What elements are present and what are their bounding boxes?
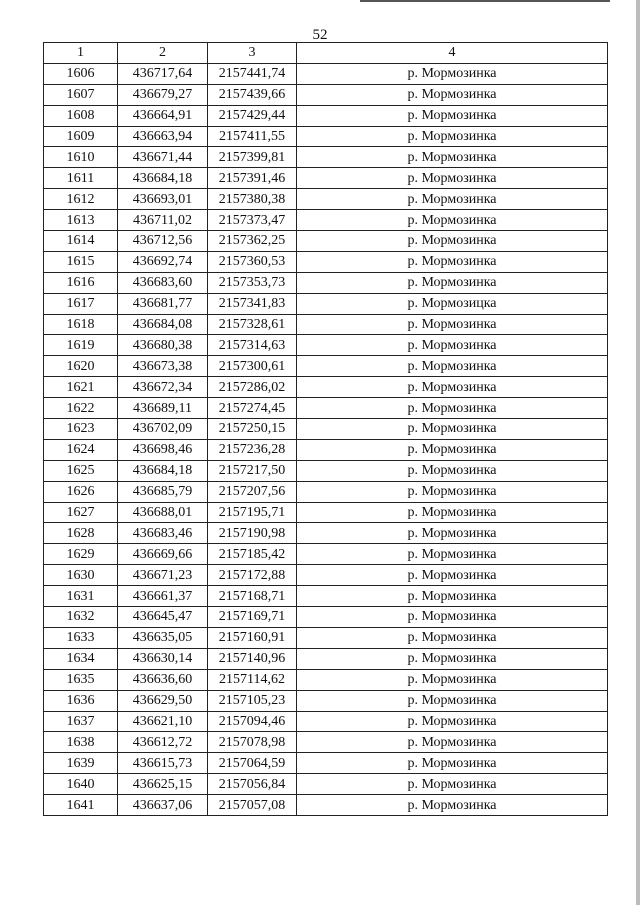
table-row (44, 502, 608, 523)
point-number-cell: 1632 (44, 607, 118, 628)
table-row (44, 439, 608, 460)
x-coordinate-cell: 436615,73 (118, 753, 208, 774)
x-coordinate-cell: 436683,46 (118, 523, 208, 544)
y-coordinate-cell: 2157190,98 (208, 523, 297, 544)
y-coordinate-cell: 2157195,71 (208, 502, 297, 523)
x-coordinate-cell: 436684,08 (118, 314, 208, 335)
table-row (44, 648, 608, 669)
x-coordinate-cell: 436680,38 (118, 335, 208, 356)
location-cell: р. Мормозинка (297, 627, 608, 648)
y-coordinate-cell: 2157441,74 (208, 63, 297, 84)
point-number-cell: 1634 (44, 648, 118, 669)
point-number-cell: 1619 (44, 335, 118, 356)
x-coordinate-cell: 436625,15 (118, 774, 208, 795)
point-number-cell: 1633 (44, 627, 118, 648)
x-coordinate-cell: 436661,37 (118, 586, 208, 607)
x-coordinate-cell: 436681,77 (118, 293, 208, 314)
location-cell: р. Мормозинка (297, 502, 608, 523)
y-coordinate-cell: 2157056,84 (208, 774, 297, 795)
point-number-cell: 1638 (44, 732, 118, 753)
point-number-cell: 1624 (44, 439, 118, 460)
coordinates-table (43, 42, 608, 816)
location-cell: р. Мормозинка (297, 272, 608, 293)
table-row (44, 398, 608, 419)
point-number-cell: 1609 (44, 126, 118, 147)
location-cell: р. Мормозинка (297, 607, 608, 628)
x-coordinate-cell: 436711,02 (118, 210, 208, 231)
table-row (44, 460, 608, 481)
header-col-4: 4 (297, 43, 608, 64)
table-row (44, 544, 608, 565)
point-number-cell: 1635 (44, 669, 118, 690)
y-coordinate-cell: 2157078,98 (208, 732, 297, 753)
point-number-cell: 1628 (44, 523, 118, 544)
table-row (44, 251, 608, 272)
point-number-cell: 1630 (44, 565, 118, 586)
location-cell: р. Мормозинка (297, 168, 608, 189)
x-coordinate-cell: 436693,01 (118, 189, 208, 210)
x-coordinate-cell: 436712,56 (118, 231, 208, 252)
location-cell: р. Мормозинка (297, 711, 608, 732)
location-cell: р. Мормозинка (297, 795, 608, 816)
point-number-cell: 1622 (44, 398, 118, 419)
x-coordinate-cell: 436645,47 (118, 607, 208, 628)
x-coordinate-cell: 436663,94 (118, 126, 208, 147)
point-number-cell: 1631 (44, 586, 118, 607)
x-coordinate-cell: 436612,72 (118, 732, 208, 753)
point-number-cell: 1614 (44, 231, 118, 252)
x-coordinate-cell: 436664,91 (118, 105, 208, 126)
point-number-cell: 1639 (44, 753, 118, 774)
location-cell: р. Мормозинка (297, 732, 608, 753)
location-cell: р. Мормозинка (297, 84, 608, 105)
table-row (44, 272, 608, 293)
y-coordinate-cell: 2157380,38 (208, 189, 297, 210)
header-col-3: 3 (208, 43, 297, 64)
x-coordinate-cell: 436671,23 (118, 565, 208, 586)
table-row (44, 147, 608, 168)
point-number-cell: 1640 (44, 774, 118, 795)
x-coordinate-cell: 436689,11 (118, 398, 208, 419)
table-row (44, 63, 608, 84)
point-number-cell: 1611 (44, 168, 118, 189)
point-number-cell: 1636 (44, 690, 118, 711)
header-col-2: 2 (118, 43, 208, 64)
point-number-cell: 1629 (44, 544, 118, 565)
location-cell: р. Мормозинка (297, 398, 608, 419)
location-cell: р. Мормозинка (297, 251, 608, 272)
y-coordinate-cell: 2157429,44 (208, 105, 297, 126)
location-cell: р. Мормозинка (297, 586, 608, 607)
location-cell: р. Мормозинка (297, 669, 608, 690)
x-coordinate-cell: 436684,18 (118, 168, 208, 189)
x-coordinate-cell: 436630,14 (118, 648, 208, 669)
location-cell: р. Мормозицка (297, 293, 608, 314)
x-coordinate-cell: 436636,60 (118, 669, 208, 690)
y-coordinate-cell: 2157328,61 (208, 314, 297, 335)
table-row (44, 231, 608, 252)
table-row (44, 356, 608, 377)
y-coordinate-cell: 2157341,83 (208, 293, 297, 314)
location-cell: р. Мормозинка (297, 523, 608, 544)
location-cell: р. Мормозинка (297, 189, 608, 210)
table-row (44, 627, 608, 648)
y-coordinate-cell: 2157114,62 (208, 669, 297, 690)
y-coordinate-cell: 2157064,59 (208, 753, 297, 774)
y-coordinate-cell: 2157391,46 (208, 168, 297, 189)
table-row (44, 105, 608, 126)
point-number-cell: 1606 (44, 63, 118, 84)
location-cell: р. Мормозинка (297, 774, 608, 795)
table-row (44, 481, 608, 502)
point-number-cell: 1610 (44, 147, 118, 168)
y-coordinate-cell: 2157236,28 (208, 439, 297, 460)
y-coordinate-cell: 2157140,96 (208, 648, 297, 669)
table-row (44, 419, 608, 440)
x-coordinate-cell: 436629,50 (118, 690, 208, 711)
table-row (44, 690, 608, 711)
location-cell: р. Мормозинка (297, 753, 608, 774)
location-cell: р. Мормозинка (297, 210, 608, 231)
point-number-cell: 1627 (44, 502, 118, 523)
x-coordinate-cell: 436683,60 (118, 272, 208, 293)
header-col-1: 1 (44, 43, 118, 64)
table-row (44, 189, 608, 210)
x-coordinate-cell: 436698,46 (118, 439, 208, 460)
y-coordinate-cell: 2157057,08 (208, 795, 297, 816)
x-coordinate-cell: 436671,44 (118, 147, 208, 168)
table-row (44, 293, 608, 314)
y-coordinate-cell: 2157353,73 (208, 272, 297, 293)
point-number-cell: 1615 (44, 251, 118, 272)
y-coordinate-cell: 2157286,02 (208, 377, 297, 398)
location-cell: р. Мормозинка (297, 356, 608, 377)
location-cell: р. Мормозинка (297, 63, 608, 84)
y-coordinate-cell: 2157217,50 (208, 460, 297, 481)
y-coordinate-cell: 2157399,81 (208, 147, 297, 168)
point-number-cell: 1641 (44, 795, 118, 816)
table-row (44, 586, 608, 607)
x-coordinate-cell: 436635,05 (118, 627, 208, 648)
point-number-cell: 1620 (44, 356, 118, 377)
table-row (44, 314, 608, 335)
x-coordinate-cell: 436717,64 (118, 63, 208, 84)
table-row (44, 669, 608, 690)
table-row (44, 565, 608, 586)
point-number-cell: 1616 (44, 272, 118, 293)
y-coordinate-cell: 2157314,63 (208, 335, 297, 356)
table-row (44, 732, 608, 753)
x-coordinate-cell: 436692,74 (118, 251, 208, 272)
y-coordinate-cell: 2157168,71 (208, 586, 297, 607)
x-coordinate-cell: 436672,34 (118, 377, 208, 398)
point-number-cell: 1625 (44, 460, 118, 481)
location-cell: р. Мормозинка (297, 126, 608, 147)
scan-edge-line (360, 0, 610, 2)
scan-right-edge (636, 0, 640, 905)
y-coordinate-cell: 2157411,55 (208, 126, 297, 147)
point-number-cell: 1613 (44, 210, 118, 231)
x-coordinate-cell: 436621,10 (118, 711, 208, 732)
x-coordinate-cell: 436688,01 (118, 502, 208, 523)
location-cell: р. Мормозинка (297, 544, 608, 565)
table-row (44, 335, 608, 356)
table-row (44, 168, 608, 189)
y-coordinate-cell: 2157439,66 (208, 84, 297, 105)
point-number-cell: 1617 (44, 293, 118, 314)
x-coordinate-cell: 436685,79 (118, 481, 208, 502)
location-cell: р. Мормозинка (297, 147, 608, 168)
location-cell: р. Мормозинка (297, 377, 608, 398)
point-number-cell: 1623 (44, 419, 118, 440)
point-number-cell: 1621 (44, 377, 118, 398)
y-coordinate-cell: 2157373,47 (208, 210, 297, 231)
table-row (44, 607, 608, 628)
y-coordinate-cell: 2157274,45 (208, 398, 297, 419)
y-coordinate-cell: 2157362,25 (208, 231, 297, 252)
location-cell: р. Мормозинка (297, 690, 608, 711)
location-cell: р. Мормозинка (297, 231, 608, 252)
table-row (44, 126, 608, 147)
table-row (44, 523, 608, 544)
point-number-cell: 1608 (44, 105, 118, 126)
location-cell: р. Мормозинка (297, 314, 608, 335)
y-coordinate-cell: 2157360,53 (208, 251, 297, 272)
location-cell: р. Мормозинка (297, 335, 608, 356)
y-coordinate-cell: 2157160,91 (208, 627, 297, 648)
table-row (44, 753, 608, 774)
y-coordinate-cell: 2157169,71 (208, 607, 297, 628)
location-cell: р. Мормозинка (297, 105, 608, 126)
y-coordinate-cell: 2157250,15 (208, 419, 297, 440)
page-number: 52 (312, 27, 328, 43)
location-cell: р. Мормозинка (297, 565, 608, 586)
y-coordinate-cell: 2157105,23 (208, 690, 297, 711)
y-coordinate-cell: 2157300,61 (208, 356, 297, 377)
table-row (44, 711, 608, 732)
location-cell: р. Мормозинка (297, 439, 608, 460)
point-number-cell: 1612 (44, 189, 118, 210)
y-coordinate-cell: 2157094,46 (208, 711, 297, 732)
location-cell: р. Мормозинка (297, 648, 608, 669)
x-coordinate-cell: 436702,09 (118, 419, 208, 440)
table-row (44, 84, 608, 105)
y-coordinate-cell: 2157172,88 (208, 565, 297, 586)
x-coordinate-cell: 436684,18 (118, 460, 208, 481)
point-number-cell: 1637 (44, 711, 118, 732)
point-number-cell: 1607 (44, 84, 118, 105)
location-cell: р. Мормозинка (297, 481, 608, 502)
location-cell: р. Мормозинка (297, 419, 608, 440)
y-coordinate-cell: 2157185,42 (208, 544, 297, 565)
x-coordinate-cell: 436679,27 (118, 84, 208, 105)
point-number-cell: 1626 (44, 481, 118, 502)
y-coordinate-cell: 2157207,56 (208, 481, 297, 502)
table-row (44, 795, 608, 816)
point-number-cell: 1618 (44, 314, 118, 335)
table-header-row (44, 43, 608, 64)
table-row (44, 210, 608, 231)
x-coordinate-cell: 436669,66 (118, 544, 208, 565)
table-row (44, 377, 608, 398)
x-coordinate-cell: 436673,38 (118, 356, 208, 377)
location-cell: р. Мормозинка (297, 460, 608, 481)
table-row (44, 774, 608, 795)
x-coordinate-cell: 436637,06 (118, 795, 208, 816)
